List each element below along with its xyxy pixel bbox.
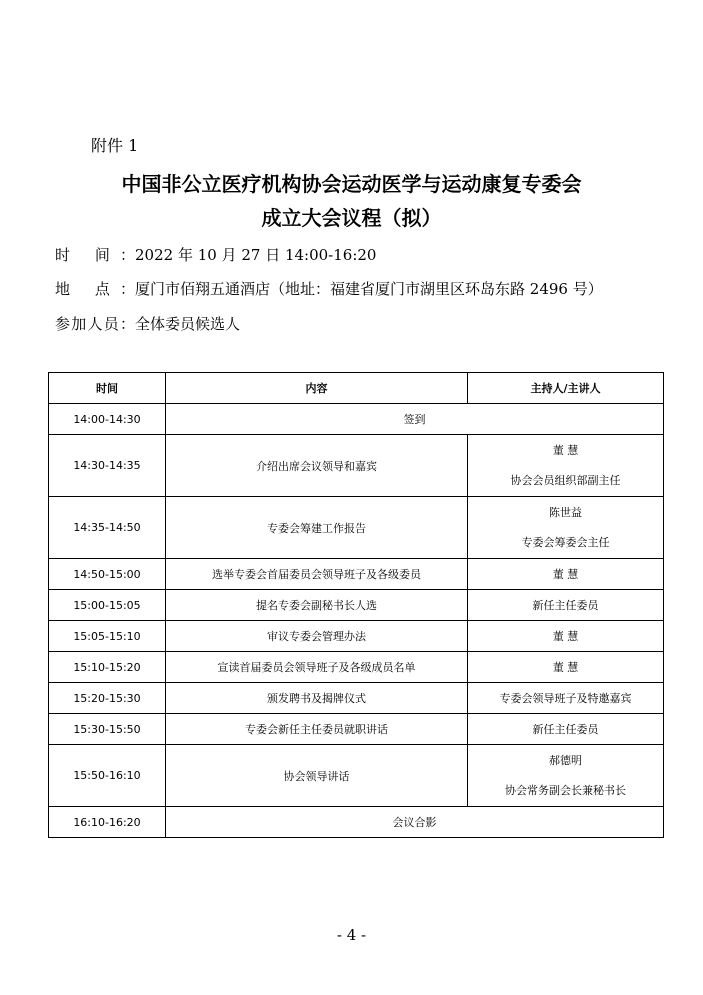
host-name: 董 慧 [552, 443, 579, 457]
info-place [55, 278, 603, 300]
row-host: 董 慧 [468, 652, 664, 683]
page-number: - 4 - [336, 926, 367, 944]
host-title: 专委会筹委会主任 [521, 535, 610, 549]
row-content: 审议专委会管理办法 [166, 621, 468, 652]
row-content: 协会领导讲话 [166, 745, 468, 807]
info-time [55, 244, 376, 266]
row-content: 选举专委会首届委员会领导班子及各级委员 [166, 559, 468, 590]
row-time: 14:50-15:00 [49, 559, 166, 590]
table-row [49, 745, 664, 807]
row-host: 董 慧 [468, 559, 664, 590]
row-host: 专委会领导班子及特邀嘉宾 [468, 683, 664, 714]
table-row [49, 559, 664, 590]
place-value: 厦门市佰翔五通酒店（地址：福建省厦门市湖里区环岛东路 2496 号） [135, 280, 603, 298]
table-header-row [49, 373, 664, 404]
row-host: 新任主任委员 [468, 714, 664, 745]
row-content: 签到 [166, 404, 664, 435]
document-subtitle: 成立大会议程（拟） [261, 206, 442, 230]
table-row [49, 714, 664, 745]
row-time: 15:20-15:30 [49, 683, 166, 714]
row-host [468, 435, 664, 497]
host-name: 郝德明 [549, 753, 582, 767]
attachment-label: 附件 1 [91, 136, 139, 155]
document-title: 中国非公立医疗机构协会运动医学与运动康复专委会 [121, 172, 582, 196]
row-content: 介绍出席会议领导和嘉宾 [166, 435, 468, 497]
row-time: 16:10-16:20 [49, 807, 166, 838]
host-name: 陈世益 [549, 505, 582, 519]
row-host [468, 497, 664, 559]
row-time: 14:35-14:50 [49, 497, 166, 559]
table-row [49, 621, 664, 652]
row-time: 14:00-14:30 [49, 404, 166, 435]
attendees-label: 参加人员： [55, 315, 135, 333]
attendees-value: 全体委员候选人 [135, 315, 241, 333]
header-time: 时间 [49, 373, 166, 404]
agenda-table [48, 372, 664, 838]
row-time: 14:30-14:35 [49, 435, 166, 497]
row-host [468, 745, 664, 807]
row-time: 15:05-15:10 [49, 621, 166, 652]
host-title: 协会常务副会长兼秘书长 [505, 783, 626, 797]
table-row [49, 590, 664, 621]
row-content: 宣读首届委员会领导班子及各级成员名单 [166, 652, 468, 683]
row-time: 15:50-16:10 [49, 745, 166, 807]
row-time: 15:10-15:20 [49, 652, 166, 683]
info-attendees [55, 313, 240, 335]
time-value: 2022 年 10 月 27 日 14:00-16:20 [135, 246, 377, 264]
row-time: 15:30-15:50 [49, 714, 166, 745]
row-content: 专委会新任主任委员就职讲话 [166, 714, 468, 745]
time-label: 时 间： [55, 246, 135, 264]
row-content: 会议合影 [166, 807, 664, 838]
row-host: 董 慧 [468, 621, 664, 652]
table-row [49, 683, 664, 714]
header-content: 内容 [166, 373, 468, 404]
row-host: 新任主任委员 [468, 590, 664, 621]
table-row [49, 497, 664, 559]
table-row [49, 435, 664, 497]
row-content: 专委会筹建工作报告 [166, 497, 468, 559]
table-row [49, 807, 664, 838]
host-title: 协会会员组织部副主任 [510, 473, 621, 487]
row-time: 15:00-15:05 [49, 590, 166, 621]
place-label: 地 点： [55, 280, 135, 298]
row-content: 提名专委会副秘书长人选 [166, 590, 468, 621]
header-host: 主持人/主讲人 [468, 373, 664, 404]
row-content: 颁发聘书及揭牌仪式 [166, 683, 468, 714]
table-row [49, 404, 664, 435]
table-row [49, 652, 664, 683]
